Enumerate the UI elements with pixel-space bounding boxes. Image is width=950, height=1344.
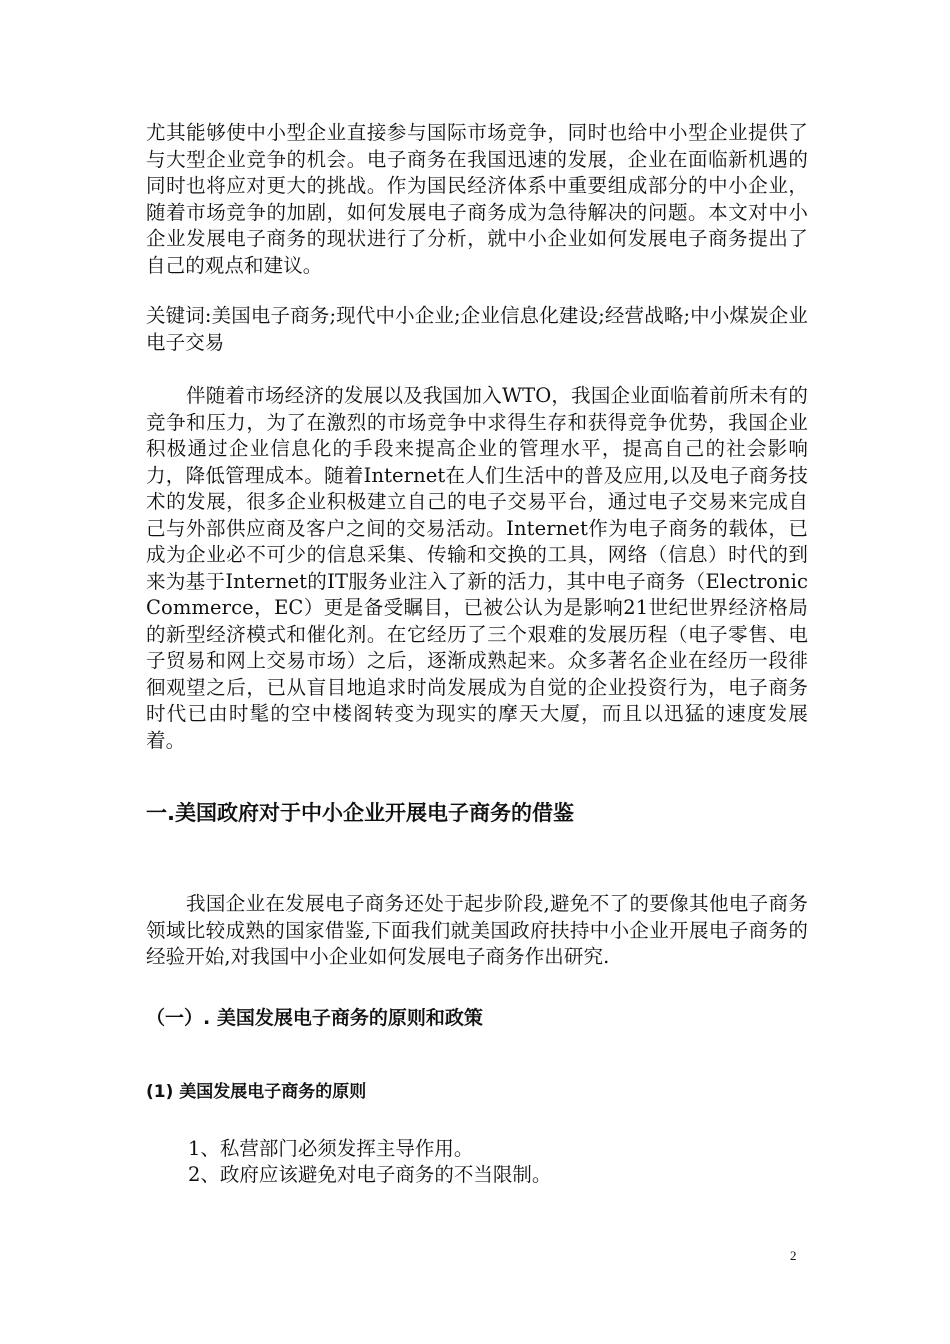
document-body bbox=[146, 120, 808, 1189]
principles-list bbox=[146, 1136, 808, 1189]
page-number: 2 bbox=[790, 1248, 797, 1263]
background-paragraph: 伴随着市场经济的发展以及我国加入WTO，我国企业面临着前所未有的竞争和压力，为了在激烈的市场竞争中求得生存和获得竞争优势，我国企业积极通过企业信息化的手段来提高企业的管理水平，提高自己的社会影响力，降低管理成本。随着Internet在人们生活中的普及应用,以及电子商务技术的发展，很多企业积极建立自己的电子交易平台，通过电子交易来完成自己与外部供应商及客户之间的交易活动。Internet作为电子商务的载体，已成为企业必不可少的信息采集、传输和交换的工具，网络（信息）时代的到来为基于Internet的IT服务业注入了新的活力，其中电子商务（Electronic Commerce，EC）更是备受瞩目，已被公认为是影响21世纪世界经济格局的新型经济模式和催化剂。在它经历了三个艰难的发展历程（电子零售、电子贸易和网上交易市场）之后，逐渐成熟起来。众多著名企业在经历一段徘徊观望之后，已从盲目地追求时尚发展成为自觉的企业投资行为，电子商务时代已由时髦的空中楼阁转变为现实的摩天大厦，而且以迅猛的速度发展着。 bbox=[146, 384, 808, 752]
subsubsection-heading: (1) 美国发展电子商务的原则 bbox=[146, 1081, 367, 1102]
section-heading: 一.美国政府对于中小企业开展电子商务的借鉴 bbox=[146, 801, 574, 825]
subsection-heading: （一）. 美国发展电子商务的原则和政策 bbox=[146, 1006, 483, 1029]
keywords-line: 关键词:美国电子商务;现代中小企业;企业信息化建设;经营战略;中小煤炭企业电子交易 bbox=[146, 304, 808, 354]
list-item: 2、政府应该避免对电子商务的不当限制。 bbox=[188, 1163, 552, 1186]
intro-continuation-paragraph: 尤其能够使中小型企业直接参与国际市场竞争，同时也给中小型企业提供了与大型企业竞争的机会。电子商务在我国迅速的发展，企业在面临新机遇的同时也将应对更大的挑战。作为国民经济体系中重要组成部分的中小企业，随着市场竞争的加剧，如何发展电子商务成为急待解决的问题。本文对中小企业发展电子商务的现状进行了分析，就中小企业如何发展电子商务提出了自己的观点和建议。 bbox=[146, 121, 808, 277]
list-item: 1、私营部门必须发挥主导作用。 bbox=[188, 1136, 474, 1160]
section-intro-paragraph: 我国企业在发展电子商务还处于起步阶段,避免不了的要像其他电子商务领域比较成熟的国家借鉴,下面我们就美国政府扶持中小企业开展电子商务的经验开始,对我国中小企业如何发展电子商务作出研究. bbox=[146, 892, 808, 968]
